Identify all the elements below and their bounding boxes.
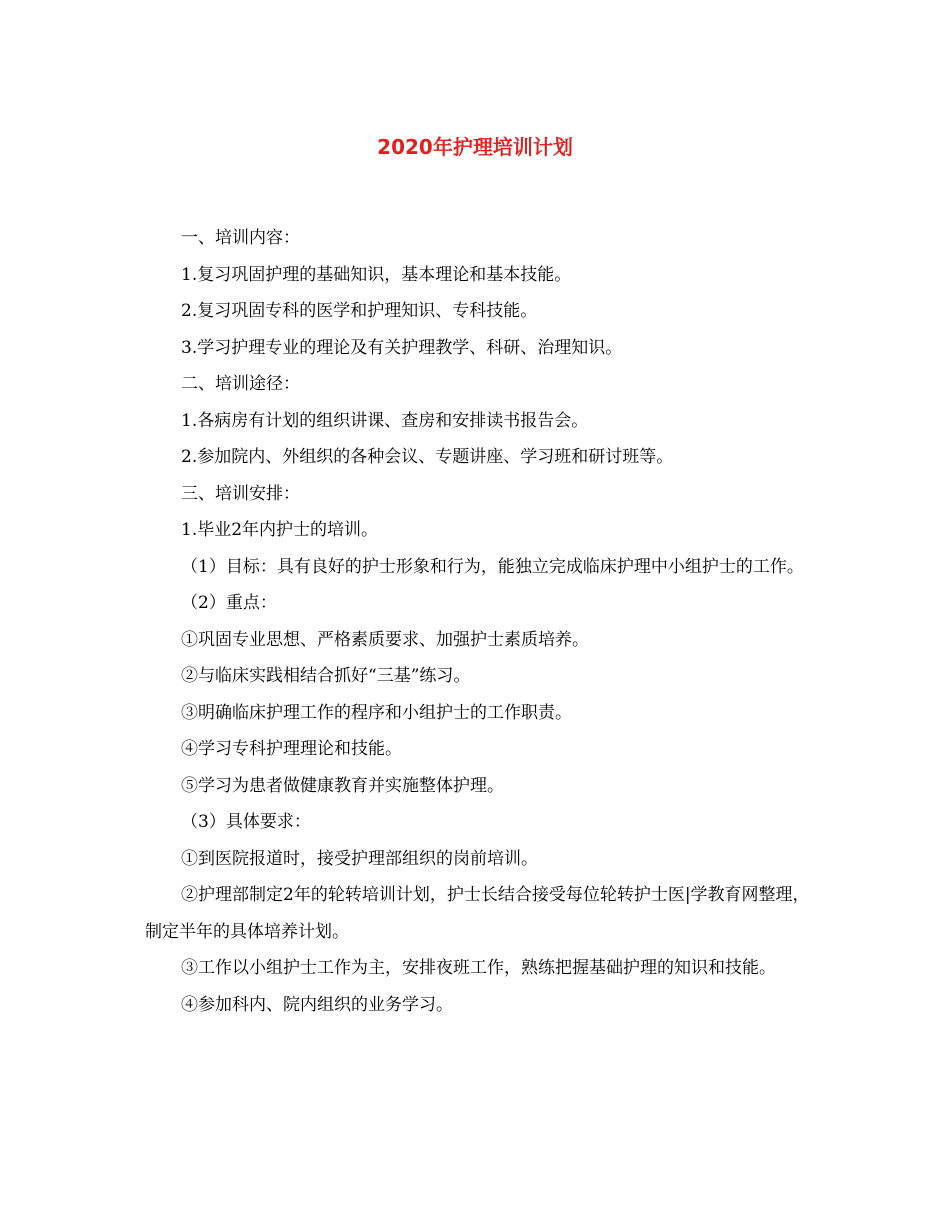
document-title: 2020年护理培训计划 xyxy=(377,135,573,159)
list-item: 1.各病房有计划的组织讲课、查房和安排读书报告会。 xyxy=(181,410,589,431)
list-item: 2.复习巩固专科的医学和护理知识、专科技能。 xyxy=(181,301,538,321)
list-item: 3.学习护理专业的理论及有关护理教学、科研、治理知识。 xyxy=(181,337,623,358)
sub-heading-focus: （2）重点： xyxy=(181,593,277,613)
list-item: 2.参加院内、外组织的各种会议、专题讲座、学习班和研讨班等。 xyxy=(181,447,674,467)
section-heading-arrangement: 三、培训安排： xyxy=(181,483,300,504)
list-item: ③明确临床护理工作的程序和小组护士的工作职责。 xyxy=(181,702,572,723)
list-item: ①到医院报道时，接受护理部组织的岗前培训。 xyxy=(181,848,538,869)
list-item: ④参加科内、院内组织的业务学习。 xyxy=(181,994,453,1015)
list-item: ②与临床实践相结合抓好“三基”练习。 xyxy=(181,666,471,686)
section-heading-approach: 二、培训途径： xyxy=(181,374,300,394)
list-item: ③工作以小组护士工作为主，安排夜班工作，熟练把握基础护理的知识和技能。 xyxy=(181,958,776,978)
list-item: 1.毕业2年内护士的培训。 xyxy=(181,520,379,540)
section-heading-content: 一、培训内容： xyxy=(181,228,300,248)
list-item: ④学习专科护理理论和技能。 xyxy=(181,739,402,759)
sub-heading-requirements: （3）具体要求： xyxy=(181,812,311,832)
document-body xyxy=(145,220,815,1023)
list-item: ①巩固专业思想、严格素质要求、加强护士素质培养。 xyxy=(181,629,589,650)
list-item: ⑤学习为患者做健康教育并实施整体护理。 xyxy=(181,775,504,796)
paragraph-goal: （1）目标：具有良好的护士形象和行为，能独立完成临床护理中小组护士的工作。 xyxy=(181,556,804,577)
list-item: ②护理部制定2年的轮转培训计划，护士长结合接受每位轮转护士医|学教育网整理，制定半年的具体培养计划。 xyxy=(145,885,810,942)
list-item: 1.复习巩固护理的基础知识，基本理论和基本技能。 xyxy=(181,264,572,285)
